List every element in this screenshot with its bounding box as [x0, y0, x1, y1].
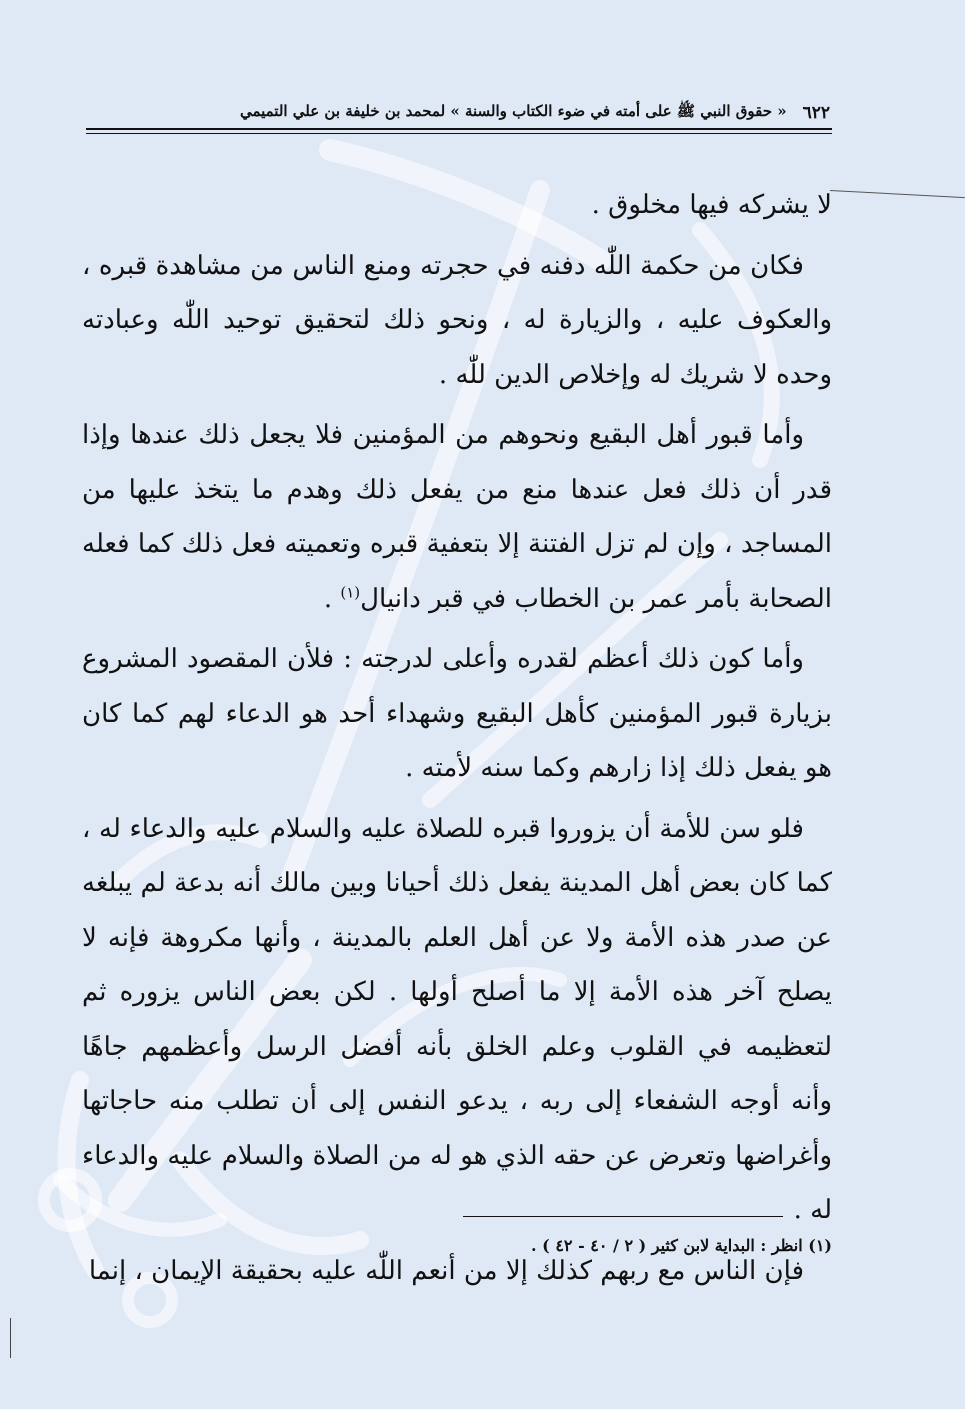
paragraph-2: فكان من حكمة اللّٰه دفنه في حجرته ومنع الناس من مشاهدة قبره ، والعكوف عليه ، والزيارة له ، ونحو ذلك لتحقيق توحيد اللّٰه وعبادته وحده لا شريك له وإخلاص الدين للّٰه . — [82, 250, 832, 390]
paragraph-1: لا يشركه فيها مخلوق . — [591, 190, 832, 220]
header-title: « حقوق النبي ﷺ على أمته في ضوء الكتاب والسنة » لمحمد بن خليفة بن علي التميمي — [239, 102, 787, 120]
page-number: ٦٢٢ — [802, 103, 830, 123]
scan-edge-mark — [10, 1318, 11, 1358]
footnote: (١) انظر : البداية لابن كثير ( ٢ / ٤٠ - ٤٢ ) . — [531, 1236, 832, 1255]
paragraph-5: فلو سن للأمة أن يزوروا قبره للصلاة عليه والسلام عليه والدعاء له ، كما كان بعض أهل المدينة يفعل ذلك أحيانا وبين مالك أنه بدعة لم يبلغه عن صدر هذه الأمة ولا عن أهل العلم بالمدينة ، وأنها مكروهة فإنه لا يصلح آخر هذه الأمة إلا ما أصلح أولها . لكن بعض الناس يزوره ثم لتعظيمه في القلوب وعلم الخلق بأنه أفضل الرسل وأعظمهم جاهًا وأنه أوجه الشفعاء إلى ربه ، يدعو النفس إلى أن تطلب منه حاجاتها وأغراضها وتعرض عن حقه الذي هو له من الصلاة والسلام عليه والدعاء له . — [82, 813, 832, 1225]
header-rule-thin — [86, 133, 832, 134]
paragraph-4: وأما كون ذلك أعظم لقدره وأعلى لدرجته : فلأن المقصود المشروع بزيارة قبور المؤمنين كأهل البقيع وشهداء أحد هو الدعاء لهم كما كان هو يفعل ذلك إذا زارهم وكما سنه لأمته . — [82, 644, 832, 783]
paragraph-3-tail: . — [323, 583, 341, 614]
header-rule — [86, 128, 832, 130]
paragraph-6: فإن الناس مع ربهم كذلك إلا من أنعم اللّٰه عليه بحقيقة الإيمان ، إنما — [88, 1255, 804, 1286]
footnote-rule — [463, 1216, 783, 1217]
footnote-reference[interactable]: (١) — [340, 582, 361, 601]
body-text — [82, 178, 832, 1304]
running-header — [86, 96, 830, 130]
paragraph-3 — [82, 408, 832, 626]
scan-artifact-line — [830, 190, 965, 198]
paragraph-3-text: وأما قبور أهل البقيع ونحوهم من المؤمنين فلا يجعل ذلك عندها وإذا قدر أن ذلك فعل عندها منع من يفعل ذلك وهدم ما يتخذ عليها من المساجد ، وإن لم تزل الفتنة إلا بتعفية قبره وتعميته فعل ذلك كما فعله الصحابة بأمر عمر بن الخطاب في قبر دانيال — [82, 420, 832, 614]
